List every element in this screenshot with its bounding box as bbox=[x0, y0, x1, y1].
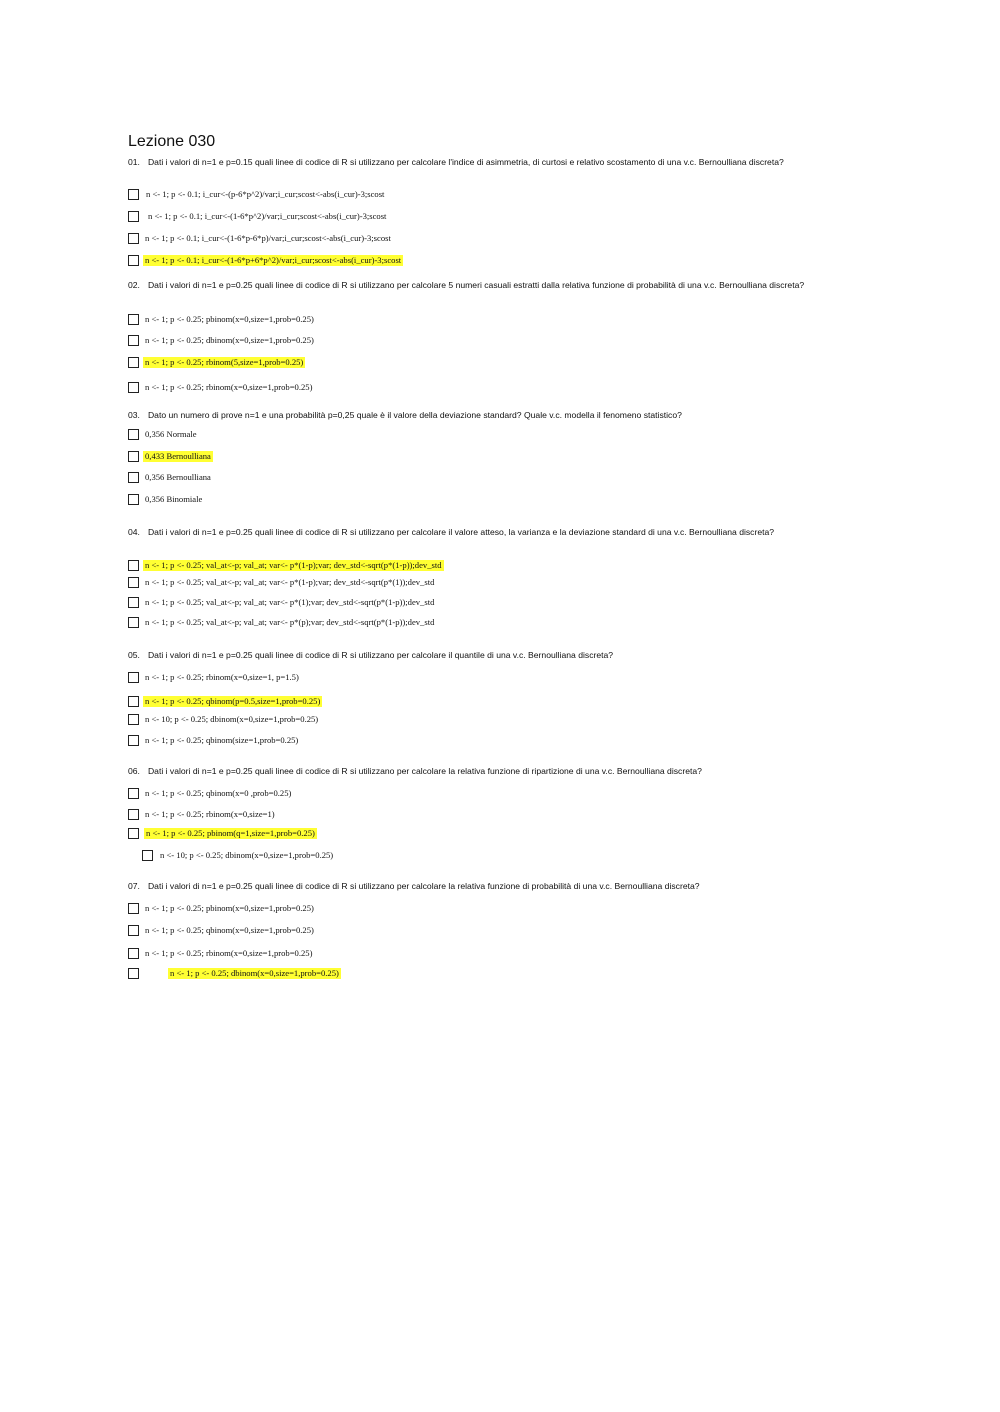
question-2 bbox=[128, 280, 858, 291]
checkbox-icon[interactable] bbox=[128, 335, 139, 346]
answer-text-highlighted: n <- 1; p <- 0.25; dbinom(x=0,size=1,prob=0.25) bbox=[170, 967, 339, 978]
answer-text: n <- 1; p <- 0.25; dbinom(x=0,size=1,prob=0.25) bbox=[145, 334, 314, 345]
answer-option[interactable] bbox=[128, 355, 305, 369]
answer-text: n <- 1; p <- 0.25; val_at<-p; val_at; var<- p*(1-p);var; dev_std<-sqrt(p*(1));dev_std bbox=[145, 576, 435, 587]
answer-text-highlighted: n <- 1; p <- 0.1; i_cur<-(1-6*p+6*p^2)/var;i_cur;scost<-abs(i_cur)-3;scost bbox=[145, 254, 402, 265]
checkbox-icon[interactable] bbox=[128, 903, 139, 914]
page-title: Lezione 030 bbox=[128, 133, 216, 150]
answer-option[interactable] bbox=[128, 253, 403, 267]
checkbox-icon[interactable] bbox=[128, 382, 139, 393]
checkbox-icon[interactable] bbox=[128, 672, 139, 683]
checkbox-icon[interactable] bbox=[128, 714, 139, 725]
answer-option[interactable] bbox=[128, 575, 436, 589]
answer-option[interactable] bbox=[128, 712, 320, 726]
answer-option[interactable] bbox=[128, 966, 341, 980]
answer-option[interactable] bbox=[128, 946, 314, 960]
question-6 bbox=[128, 766, 858, 777]
answer-text: n <- 1; p <- 0.25; qbinom(size=1,prob=0.25) bbox=[145, 734, 299, 745]
question-text: Dati i valori di n=1 e p=0.25 quali linee di codice di R si utilizzano per calcolare il valore atteso, la varianza e la deviazione standard di una v.c. Bernoulliana discreta? bbox=[147, 527, 775, 537]
question-3 bbox=[128, 410, 858, 421]
answer-text-highlighted: n <- 1; p <- 0.25; pbinom(q=1,size=1,prob=0.25) bbox=[146, 827, 315, 838]
answer-option[interactable] bbox=[128, 807, 277, 821]
answer-option[interactable] bbox=[128, 694, 322, 708]
checkbox-icon[interactable] bbox=[142, 850, 153, 861]
answer-option[interactable] bbox=[128, 492, 204, 506]
answer-text: n <- 10; p <- 0.25; dbinom(x=0,size=1,prob=0.25) bbox=[145, 713, 319, 724]
checkbox-icon[interactable] bbox=[128, 314, 139, 325]
checkbox-icon[interactable] bbox=[128, 617, 139, 628]
answer-option[interactable] bbox=[128, 558, 444, 572]
answer-text: n <- 1; p <- 0.25; rbinom(x=0,size=1,prob=0.25) bbox=[145, 381, 313, 392]
checkbox-icon[interactable] bbox=[128, 968, 139, 979]
answer-text: 0,356 Bernoulliana bbox=[145, 471, 211, 482]
checkbox-icon[interactable] bbox=[128, 494, 139, 505]
question-text: Dato un numero di prove n=1 e una probabilità p=0,25 quale è il valore della deviazione standard? Quale v.c. modella il fenomeno statistico? bbox=[147, 410, 682, 420]
question-text: Dati i valori di n=1 e p=0.15 quali linee di codice di R si utilizzano per calcolare l'indice di asimmetria, di curtosi e relativo scostamento di una v.c. Bernoulliana discreta? bbox=[147, 157, 784, 167]
question-text: Dati i valori di n=1 e p=0.25 quali linee di codice di R si utilizzano per calcolare la relativa funzione di ripartizione di una v.c. Bernoulliana discreta? bbox=[147, 766, 702, 776]
checkbox-icon[interactable] bbox=[128, 211, 139, 222]
answer-text: 0,356 Binomiale bbox=[145, 493, 203, 504]
question-text: Dati i valori di n=1 e p=0.25 quali linee di codice di R si utilizzano per calcolare la relativa funzione di probabilità di una v.c. Bernoulliana discreta? bbox=[147, 881, 700, 891]
answer-option[interactable] bbox=[128, 333, 316, 347]
question-number: 04. bbox=[128, 527, 140, 537]
checkbox-icon[interactable] bbox=[128, 357, 139, 368]
question-text: Dati i valori di n=1 e p=0.25 quali linee di codice di R si utilizzano per calcolare il quantile di una v.c. Bernoulliana discreta? bbox=[147, 650, 614, 660]
answer-option[interactable] bbox=[128, 923, 316, 937]
checkbox-icon[interactable] bbox=[128, 472, 139, 483]
answer-text: n <- 1; p <- 0.25; rbinom(x=0,size=1,prob=0.25) bbox=[145, 947, 313, 958]
question-number: 01. bbox=[128, 157, 140, 167]
checkbox-icon[interactable] bbox=[128, 255, 139, 266]
question-text: Dati i valori di n=1 e p=0.25 quali linee di codice di R si utilizzano per calcolare 5 numeri casuali estratti dalla relativa funzione di probabilità di una v.c. Bernoulliana discreta? bbox=[147, 280, 805, 290]
answer-text: n <- 1; p <- 0.25; pbinom(x=0,size=1,prob=0.25) bbox=[145, 313, 314, 324]
answer-text: n <- 1; p <- 0.25; rbinom(x=0,size=1, p=1.5) bbox=[145, 671, 299, 682]
answer-text: n <- 10; p <- 0.25; dbinom(x=0,size=1,prob=0.25) bbox=[160, 849, 334, 860]
answer-text: n <- 1; p <- 0.25; qbinom(x=0,size=1,prob=0.25) bbox=[145, 924, 314, 935]
question-number: 06. bbox=[128, 766, 140, 776]
answer-text-highlighted: n <- 1; p <- 0.25; val_at<-p; val_at; var<- p*(1-p);var; dev_std<-sqrt(p*(1-p));dev_std bbox=[145, 559, 442, 570]
checkbox-icon[interactable] bbox=[128, 577, 139, 588]
checkbox-icon[interactable] bbox=[128, 828, 139, 839]
checkbox-icon[interactable] bbox=[128, 788, 139, 799]
checkbox-icon[interactable] bbox=[128, 560, 139, 571]
answer-option[interactable] bbox=[128, 312, 316, 326]
answer-text: 0,356 Normale bbox=[145, 428, 197, 439]
answer-text: n <- 1; p <- 0.25; qbinom(x=0 ,prob=0.25) bbox=[145, 787, 292, 798]
answer-text: n <- 1; p <- 0.1; i_cur<-(p-6*p^2)/var;i_cur;scost<-abs(i_cur)-3;scost bbox=[146, 188, 385, 199]
answer-option[interactable] bbox=[128, 449, 213, 463]
checkbox-icon[interactable] bbox=[128, 233, 139, 244]
question-1 bbox=[128, 157, 858, 168]
answer-option[interactable] bbox=[128, 786, 293, 800]
answer-option[interactable] bbox=[128, 901, 316, 915]
question-number: 03. bbox=[128, 410, 140, 420]
answer-text: n <- 1; p <- 0.1; i_cur<-(1-6*p-6*p)/var;i_cur;scost<-abs(i_cur)-3;scost bbox=[145, 232, 391, 243]
answer-option[interactable] bbox=[128, 615, 436, 629]
answer-text: n <- 1; p <- 0.25; rbinom(x=0,size=1) bbox=[145, 808, 275, 819]
answer-option[interactable] bbox=[128, 209, 388, 223]
answer-text-highlighted: 0,433 Bernoulliana bbox=[145, 450, 211, 461]
question-7 bbox=[128, 881, 858, 892]
answer-option[interactable] bbox=[128, 595, 436, 609]
checkbox-icon[interactable] bbox=[128, 597, 139, 608]
answer-option[interactable] bbox=[128, 231, 393, 245]
answer-text: n <- 1; p <- 0.1; i_cur<-(1-6*p^2)/var;i_cur;scost<-abs(i_cur)-3;scost bbox=[148, 210, 387, 221]
checkbox-icon[interactable] bbox=[128, 189, 139, 200]
checkbox-icon[interactable] bbox=[128, 948, 139, 959]
answer-text-highlighted: n <- 1; p <- 0.25; rbinom(5,size=1,prob=0.25) bbox=[145, 356, 304, 367]
answer-option[interactable] bbox=[128, 733, 300, 747]
answer-option[interactable] bbox=[128, 670, 301, 684]
question-4 bbox=[128, 527, 858, 538]
answer-text: n <- 1; p <- 0.25; val_at<-p; val_at; var<- p*(1);var; dev_std<-sqrt(p*(1-p));dev_std bbox=[145, 596, 435, 607]
answer-option[interactable] bbox=[142, 848, 335, 862]
question-number: 02. bbox=[128, 280, 140, 290]
answer-option[interactable] bbox=[128, 826, 317, 840]
answer-text-highlighted: n <- 1; p <- 0.25; qbinom(p=0.5,size=1,prob=0.25) bbox=[145, 695, 321, 706]
question-number: 07. bbox=[128, 881, 140, 891]
checkbox-icon[interactable] bbox=[128, 925, 139, 936]
checkbox-icon[interactable] bbox=[128, 429, 139, 440]
answer-option[interactable] bbox=[128, 187, 386, 201]
checkbox-icon[interactable] bbox=[128, 696, 139, 707]
checkbox-icon[interactable] bbox=[128, 809, 139, 820]
checkbox-icon[interactable] bbox=[128, 451, 139, 462]
answer-option[interactable] bbox=[128, 427, 199, 441]
checkbox-icon[interactable] bbox=[128, 735, 139, 746]
answer-option[interactable] bbox=[128, 470, 213, 484]
answer-text: n <- 1; p <- 0.25; pbinom(x=0,size=1,prob=0.25) bbox=[145, 902, 314, 913]
answer-text: n <- 1; p <- 0.25; val_at<-p; val_at; var<- p*(p);var; dev_std<-sqrt(p*(1-p));dev_std bbox=[145, 616, 435, 627]
answer-option[interactable] bbox=[128, 380, 314, 394]
question-5 bbox=[128, 650, 858, 661]
question-number: 05. bbox=[128, 650, 140, 660]
